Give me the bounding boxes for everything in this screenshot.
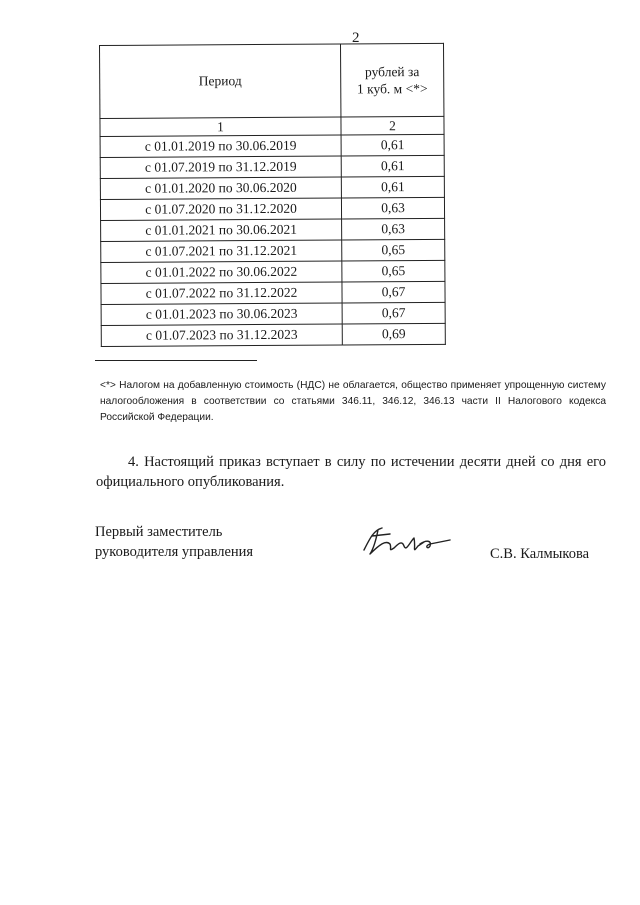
table-row	[101, 323, 445, 346]
price-cell: 0,69	[342, 323, 445, 345]
index-col1: 1	[100, 117, 341, 136]
header-price-line1: рублей за	[364, 64, 420, 80]
price-cell: 0,65	[342, 260, 445, 282]
signer-title-line2: руководителя управления	[95, 544, 254, 560]
period-cell: с 01.01.2021 по 30.06.2021	[101, 219, 342, 241]
table-row	[101, 302, 445, 325]
table-row	[101, 239, 445, 262]
period-cell: с 01.07.2022 по 31.12.2022	[101, 282, 342, 304]
period-cell: с 01.07.2019 по 31.12.2019	[100, 156, 341, 178]
footnote-divider	[95, 360, 257, 361]
table-row	[100, 155, 444, 178]
price-cell: 0,61	[341, 155, 444, 177]
price-cell: 0,61	[341, 134, 444, 156]
table-row	[101, 260, 445, 283]
footnote: <*> Налогом на добавленную стоимость (НДС) не облагается, общество применяет упрощенную систему налогообложения в соответствии со статьями 346.11, 346.12, 346.13 части II Налогового кодекса Российской Федерации.	[100, 380, 606, 423]
price-cell: 0,61	[341, 176, 444, 198]
period-cell: с 01.07.2023 по 31.12.2023	[101, 324, 342, 346]
period-cell: с 01.01.2019 по 30.06.2019	[100, 135, 341, 157]
price-cell: 0,63	[341, 197, 444, 219]
header-price-line2: 1 куб. м <*>	[356, 80, 428, 97]
period-cell: с 01.07.2021 по 31.12.2021	[101, 240, 342, 262]
index-col2: 2	[341, 116, 444, 135]
signer-title-line1: Первый заместитель	[95, 524, 223, 540]
price-cell: 0,67	[342, 281, 445, 303]
header-period: Период	[100, 44, 341, 118]
price-cell: 0,65	[342, 239, 445, 261]
handwritten-signature	[360, 524, 470, 560]
table-row	[100, 197, 444, 220]
header-price	[340, 43, 443, 117]
signer-title	[95, 522, 253, 562]
table-row	[100, 134, 444, 157]
price-cell: 0,63	[342, 218, 445, 240]
price-cell: 0,67	[342, 302, 445, 324]
table-index-row	[100, 116, 444, 136]
period-cell: с 01.01.2022 по 30.06.2022	[101, 261, 342, 283]
page-number: 2	[352, 30, 360, 46]
clause-4: 4. Настоящий приказ вступает в силу по истечении десяти дней со дня его официального опубликования.	[96, 454, 606, 490]
tariff-table	[99, 43, 446, 347]
period-cell: с 01.07.2020 по 31.12.2020	[100, 198, 341, 220]
table-row	[101, 281, 445, 304]
table-row	[100, 176, 444, 199]
table-row	[101, 218, 445, 241]
signer-name: С.В. Калмыкова	[490, 546, 590, 562]
period-cell: с 01.01.2023 по 30.06.2023	[101, 303, 342, 325]
table-header-row	[100, 43, 444, 118]
period-cell: с 01.01.2020 по 30.06.2020	[100, 177, 341, 199]
